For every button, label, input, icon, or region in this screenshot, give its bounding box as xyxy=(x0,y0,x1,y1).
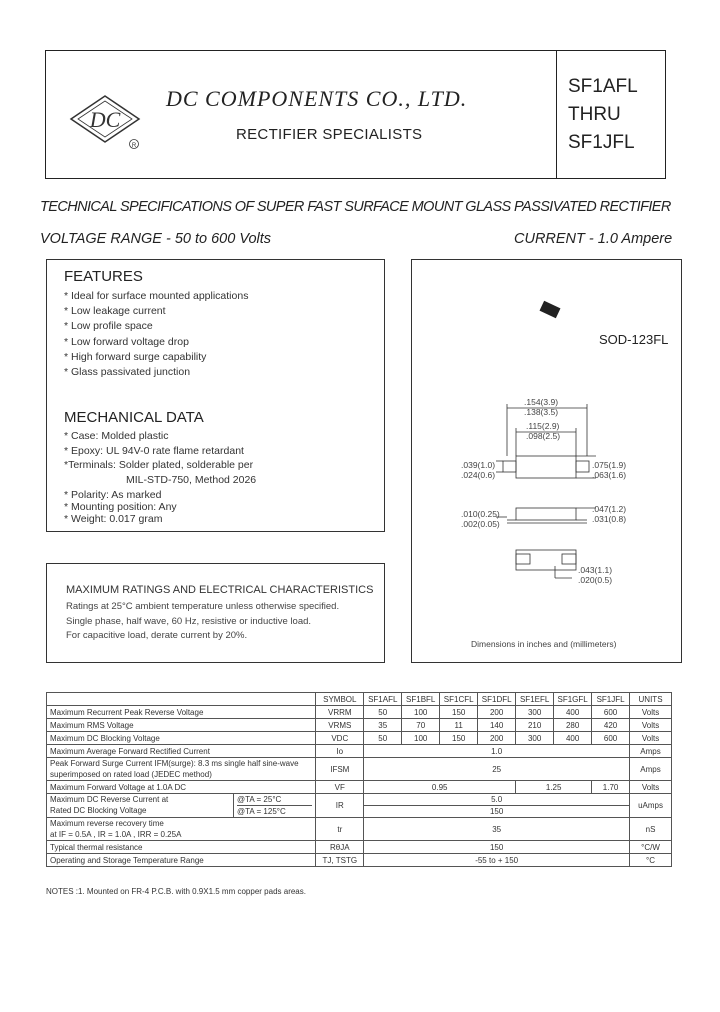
table-cell: 70 xyxy=(402,719,440,732)
table-cell: 150 xyxy=(364,841,630,854)
table-cell: Maximum DC Blocking Voltage xyxy=(47,732,316,745)
logo-text: DC xyxy=(89,107,121,132)
table-cell: -55 to + 150 xyxy=(364,854,630,867)
table-cell-line: at IF = 0.5A , IR = 1.0A , IRR = 0.25A xyxy=(50,830,182,839)
table-cell: Maximum Recurrent Peak Reverse Voltage xyxy=(47,706,316,719)
table-cell: RθJA xyxy=(316,841,364,854)
table-cell-line: Maximum DC Reverse Current at xyxy=(50,795,169,804)
table-cell: °C xyxy=(630,854,672,867)
company-logo xyxy=(65,92,160,160)
table-cell: Maximum RMS Voltage xyxy=(47,719,316,732)
table-cell: Amps xyxy=(630,758,672,781)
feature-item: * Ideal for surface mounted applications xyxy=(64,290,249,302)
table-header-cell: SYMBOL xyxy=(316,693,364,706)
table-cell: 280 xyxy=(554,719,592,732)
table-cell: 1.25 xyxy=(516,781,592,794)
mechanical-item: * Polarity: As marked xyxy=(64,489,162,501)
table-cell-line: Maximum reverse recovery time xyxy=(50,819,164,828)
table-cell: 11 xyxy=(440,719,478,732)
table-cell: 1.0 xyxy=(364,745,630,758)
table-cell: Typical thermal resistance xyxy=(47,841,316,854)
table-cell: 420 xyxy=(592,719,630,732)
dimensions-note: Dimensions in inches and (millimeters) xyxy=(471,639,617,649)
dim-height-max: .047(1.2) xyxy=(592,504,627,514)
table-cell: 200 xyxy=(478,706,516,719)
table-cell: °C/W xyxy=(630,841,672,854)
dim-width-max: .075(1.9) xyxy=(592,460,627,470)
table-cell: IR xyxy=(316,794,364,818)
table-cell xyxy=(47,693,316,706)
table-cell: Maximum Forward Voltage at 1.0A DC xyxy=(47,781,316,794)
package-drawing xyxy=(412,260,681,662)
table-cell: VRMS xyxy=(316,719,364,732)
table-cell-line: @TA = 25°C xyxy=(237,794,312,806)
table-cell: uAmps xyxy=(630,794,672,818)
table-row xyxy=(47,719,672,732)
table-header-cell: SF1JFL xyxy=(592,693,630,706)
table-cell: 25 xyxy=(364,758,630,781)
package-box xyxy=(411,259,682,663)
mechanical-item: *Terminals: Solder plated, solderable per xyxy=(64,459,254,471)
table-cell xyxy=(364,794,630,818)
table-cell: 35 xyxy=(364,818,630,841)
part-thru: THRU xyxy=(568,104,621,125)
table-cell-line: Rated DC Blocking Voltage xyxy=(50,806,147,815)
table-cell-line: superimposed on rated load (JEDEC method) xyxy=(50,770,212,779)
dim-length-min: .138(3.5) xyxy=(524,407,559,417)
company-name: DC COMPONENTS CO., LTD. xyxy=(166,86,468,111)
table-cell: 210 xyxy=(516,719,554,732)
table-cell: 150 xyxy=(440,706,478,719)
table-cell xyxy=(47,818,316,841)
mechanical-item: * Epoxy: UL 94V-0 rate flame retardant xyxy=(64,445,244,457)
table-cell: VRRM xyxy=(316,706,364,719)
voltage-range: VOLTAGE RANGE - 50 to 600 Volts xyxy=(40,231,272,247)
feature-item: * Low leakage current xyxy=(64,305,166,317)
table-cell: Volts xyxy=(630,781,672,794)
table-cell: 300 xyxy=(516,706,554,719)
dim-body-min: .098(2.5) xyxy=(526,431,561,441)
table-cell: tr xyxy=(316,818,364,841)
table-row xyxy=(47,854,672,867)
ratings-box xyxy=(46,563,385,663)
table-cell: Operating and Storage Temperature Range xyxy=(47,854,316,867)
table-cell: 35 xyxy=(364,719,402,732)
table-row xyxy=(47,706,672,719)
table-cell: 400 xyxy=(554,706,592,719)
table-cell: VDC xyxy=(316,732,364,745)
table-row xyxy=(47,732,672,745)
table-cell-line: Peak Forward Surge Current IFM(surge): 8.3 ms single half sine-wave xyxy=(50,759,299,768)
dim-length-max: .154(3.9) xyxy=(524,397,559,407)
table-cell: 400 xyxy=(554,732,592,745)
company-tagline: RECTIFIER SPECIALISTS xyxy=(236,126,423,143)
table-cell: 140 xyxy=(478,719,516,732)
part-number-from: SF1AFL xyxy=(568,76,638,97)
table-header-row xyxy=(47,693,672,706)
feature-item: * Low forward voltage drop xyxy=(64,336,189,348)
table-cell-line: 5.0 xyxy=(364,794,629,806)
table-cell: 1.70 xyxy=(592,781,630,794)
package-name: SOD-123FL xyxy=(599,332,669,347)
feature-item: * Glass passivated junction xyxy=(64,366,191,378)
table-row xyxy=(47,758,672,781)
table-header-cell: UNITS xyxy=(630,693,672,706)
dim-pad-max: .043(1.1) xyxy=(578,565,613,575)
dim-pad-min: .020(0.5) xyxy=(578,575,613,585)
feature-item: * Low profile space xyxy=(64,320,153,332)
dim-body-max: .115(2.9) xyxy=(526,421,560,431)
current-rating: CURRENT - 1.0 Ampere xyxy=(514,231,673,247)
table-row xyxy=(47,794,672,818)
ratings-line: Ratings at 25°C ambient temperature unless otherwise specified. xyxy=(66,601,340,612)
table-cell: Amps xyxy=(630,745,672,758)
features-box xyxy=(46,259,385,532)
mechanical-item: * Weight: 0.017 gram xyxy=(64,513,163,525)
table-cell xyxy=(47,758,316,781)
table-header-cell: SF1BFL xyxy=(402,693,440,706)
table-cell: nS xyxy=(630,818,672,841)
table-cell: 300 xyxy=(516,732,554,745)
table-row xyxy=(47,745,672,758)
table-cell: 200 xyxy=(478,732,516,745)
dim-lead-max: .039(1.0) xyxy=(461,460,496,470)
table-cell: 150 xyxy=(440,732,478,745)
mechanical-item: * Mounting position: Any xyxy=(64,501,177,513)
table-cell: Maximum Average Forward Rectified Current xyxy=(47,745,316,758)
ratings-title: MAXIMUM RATINGS AND ELECTRICAL CHARACTERISTICS xyxy=(66,584,374,596)
mechanical-item: * Case: Molded plastic xyxy=(64,430,169,442)
document-title: TECHNICAL SPECIFICATIONS OF SUPER FAST SURFACE MOUNT GLASS PASSIVATED RECTIFIER xyxy=(40,199,671,215)
dim-thick-max: .010(0.25) xyxy=(461,509,500,519)
mechanical-heading: MECHANICAL DATA xyxy=(64,409,204,426)
table-header-cell: SF1GFL xyxy=(554,693,592,706)
svg-text:R: R xyxy=(131,143,137,149)
table-header-cell: SF1AFL xyxy=(364,693,402,706)
part-number-to: SF1JFL xyxy=(568,132,635,153)
features-heading: FEATURES xyxy=(64,268,143,285)
table-cell: 100 xyxy=(402,732,440,745)
table-notes: NOTES :1. Mounted on FR-4 P.C.B. with 0.9X1.5 mm copper pads areas. xyxy=(46,887,306,896)
table-cell: VF xyxy=(316,781,364,794)
header-divider xyxy=(556,51,557,178)
table-header-cell: SF1DFL xyxy=(478,693,516,706)
table-row xyxy=(47,781,672,794)
dim-height-min: .031(0.8) xyxy=(592,514,627,524)
table-cell: TJ, TSTG xyxy=(316,854,364,867)
table-cell: Volts xyxy=(630,732,672,745)
table-header-cell: SF1EFL xyxy=(516,693,554,706)
table-cell: 0.95 xyxy=(364,781,516,794)
table-cell: Volts xyxy=(630,719,672,732)
table-cell: IFSM xyxy=(316,758,364,781)
table-cell: Volts xyxy=(630,706,672,719)
table-cell: 50 xyxy=(364,706,402,719)
table-header-cell: SF1CFL xyxy=(440,693,478,706)
table-cell: Io xyxy=(316,745,364,758)
table-cell: 600 xyxy=(592,706,630,719)
table-cell: 50 xyxy=(364,732,402,745)
table-cell: 600 xyxy=(592,732,630,745)
ratings-line: For capacitive load, derate current by 20%. xyxy=(66,630,248,641)
table-cell-line: 150 xyxy=(489,807,504,816)
ratings-line: Single phase, half wave, 60 Hz, resistive or inductive load. xyxy=(66,616,312,627)
dim-thick-min: .002(0.05) xyxy=(461,519,500,529)
table-row xyxy=(47,841,672,854)
table-cell-line: @TA = 125°C xyxy=(237,807,286,816)
mechanical-item: MIL-STD-750, Method 2026 xyxy=(126,474,257,486)
table-row xyxy=(47,818,672,841)
table-cell xyxy=(47,794,316,818)
dim-width-min: .063(1.6) xyxy=(592,470,627,480)
spec-table xyxy=(46,692,672,867)
table-cell: 100 xyxy=(402,706,440,719)
feature-item: * High forward surge capability xyxy=(64,351,207,363)
dim-lead-min: .024(0.6) xyxy=(461,470,496,480)
